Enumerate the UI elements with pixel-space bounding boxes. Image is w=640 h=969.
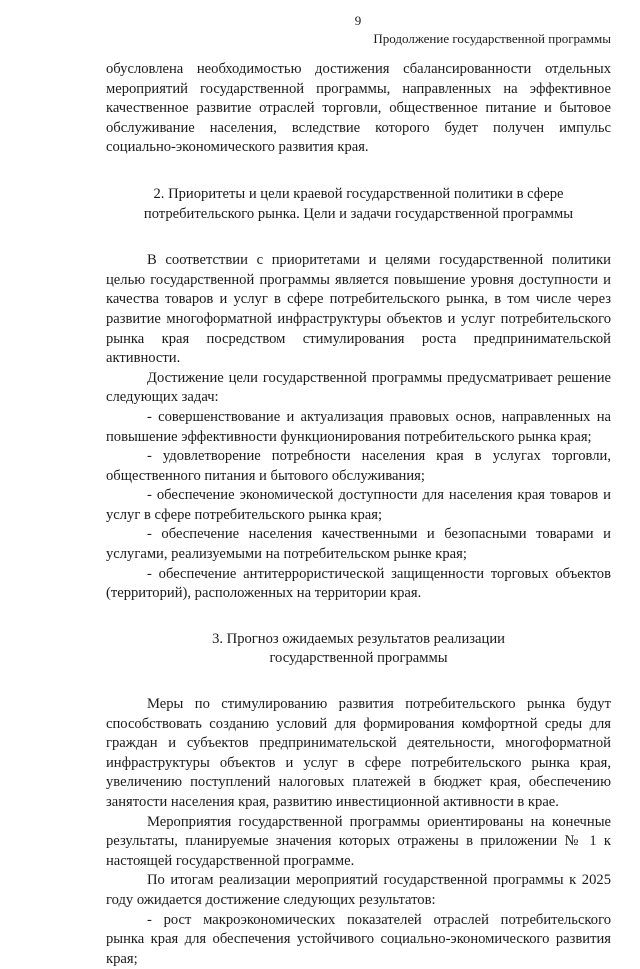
section-2-paragraph-1: В соответствии с приоритетами и целями государственной политики целью государственной программы является повышение уровня доступности и качества товаров и услуг в сфере потребительского рынка, в том числе через развитие многоформатной инфраструктуры объектов и услуг потребительского рынка края посредством стимулирования роста предпринимательской активности. (106, 252, 611, 367)
task-item: - обеспечение антитеррористической защищенности торговых объектов (территорий), расположенных на территории края. (106, 565, 611, 602)
section-3-paragraph-2: Мероприятия государственной программы ориентированы на конечные результаты, планируемые значения которых отражены в приложении № 1 к настоящей государственной программе. (106, 813, 611, 869)
intro-paragraph: обусловлена необходимостью достижения сбалансированности отдельных мероприятий государственной программы, направленных на эффективное качественное развитие отраслей торговли, общественное питание и бытовое обслуживание населения, вследствие которого будет получен импульс социально-экономического развития края. (106, 61, 611, 156)
section-2-paragraph-2: Достижение цели государственной программы предусматривает решение следующих задач: (106, 369, 611, 406)
task-item: - обеспечение населения качественными и безопасными товарами и услугами, реализуемыми на потребительском рынке края; (106, 526, 611, 563)
document-body (106, 60, 611, 969)
result-item: - рост макроэкономических показателей отраслей потребительского рынка края для обеспечения устойчивого социально-экономического развития края; (106, 911, 611, 967)
section-3-heading-line-1: 3. Прогноз ожидаемых результатов реализации (212, 630, 505, 647)
section-2-heading (106, 185, 611, 224)
section-3-paragraph-1: Меры по стимулированию развития потребительского рынка будут способствовать созданию условий для формирования комфортной среды для граждан и субъектов предпринимательской деятельности, многоформатной инфраструктуры объектов и услуг в сфере потребительского рынка края, увеличению поступлений налоговых платежей в бюджет края, обеспечению занятости населения края, развитию инвестиционной активности в крае. (106, 696, 611, 810)
running-header: Продолжение государственной программы (373, 31, 611, 46)
task-item: - удовлетворение потребности населения края в услугах торговли, общественного питания и бытового обслуживания; (106, 448, 611, 484)
section-2-heading-line-1: 2. Приоритеты и цели краевой государственной политики в сфере (153, 185, 564, 202)
page-number: 9 (354, 13, 362, 28)
task-item: - совершенствование и актуализация правовых основ, направленных на повышение эффективности функционирования потребительского рынка края; (106, 408, 611, 445)
section-3-heading (106, 630, 611, 669)
section-3-heading-line-2: государственной программы (269, 650, 448, 667)
section-2-heading-line-2: потребительского рынка. Цели и задачи государственной программы (143, 205, 574, 222)
section-3-paragraph-3: По итогам реализации мероприятий государственной программы к 2025 году ожидается достижение следующих результатов: (106, 872, 611, 908)
task-item: - обеспечение экономической доступности для населения края товаров и услуг в сфере потребительского рынка края; (106, 487, 611, 523)
